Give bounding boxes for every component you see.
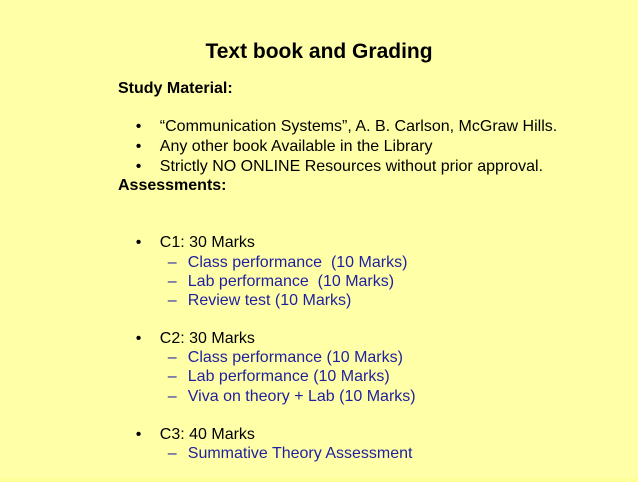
assessment-sub-item-text: Summative Theory Assessment	[187, 445, 413, 462]
assessment-sub-item-text: Lab performance (10 Marks)	[187, 273, 395, 290]
bullet-icon: •	[135, 138, 142, 155]
dash-icon: –	[167, 368, 177, 385]
assessment-sub-item-text: Class performance (10 Marks)	[187, 254, 408, 271]
study-material-item-text: “Communication Systems”, A. B. Carlson, McGraw Hills.	[159, 118, 558, 135]
slide-title: Text book and Grading	[205, 40, 433, 63]
assessment-sub-item-text: Review test (10 Marks)	[187, 292, 352, 309]
bullet-icon: •	[135, 118, 142, 135]
assessment-sub-item-text: Lab performance (10 Marks)	[187, 368, 390, 385]
bullet-icon: •	[135, 158, 142, 175]
assessment-sub-item-text: Viva on theory + Lab (10 Marks)	[187, 388, 416, 405]
assessment-group-label: C1: 30 Marks	[159, 234, 255, 251]
dash-icon: –	[167, 445, 177, 462]
study-material-item-text: Strictly NO ONLINE Resources without prior approval.	[159, 158, 544, 175]
assessment-group-label: C2: 30 Marks	[159, 330, 255, 347]
dash-icon: –	[167, 388, 177, 405]
study-material-heading: Study Material:	[118, 80, 233, 97]
bullet-icon: •	[135, 426, 142, 443]
bullet-icon: •	[135, 234, 142, 251]
assessment-sub-item	[150, 425, 412, 482]
bullet-icon: •	[135, 330, 142, 347]
study-material-item-text: Any other book Available in the Library	[159, 138, 433, 155]
dash-icon: –	[167, 349, 177, 366]
assessments-heading: Assessments:	[118, 177, 227, 194]
assessment-group-label: C3: 40 Marks	[159, 426, 255, 443]
dash-icon: –	[167, 273, 177, 290]
dash-icon: –	[167, 292, 177, 309]
assessment-sub-item-text: Class performance (10 Marks)	[187, 349, 403, 366]
dash-icon: –	[167, 254, 177, 271]
